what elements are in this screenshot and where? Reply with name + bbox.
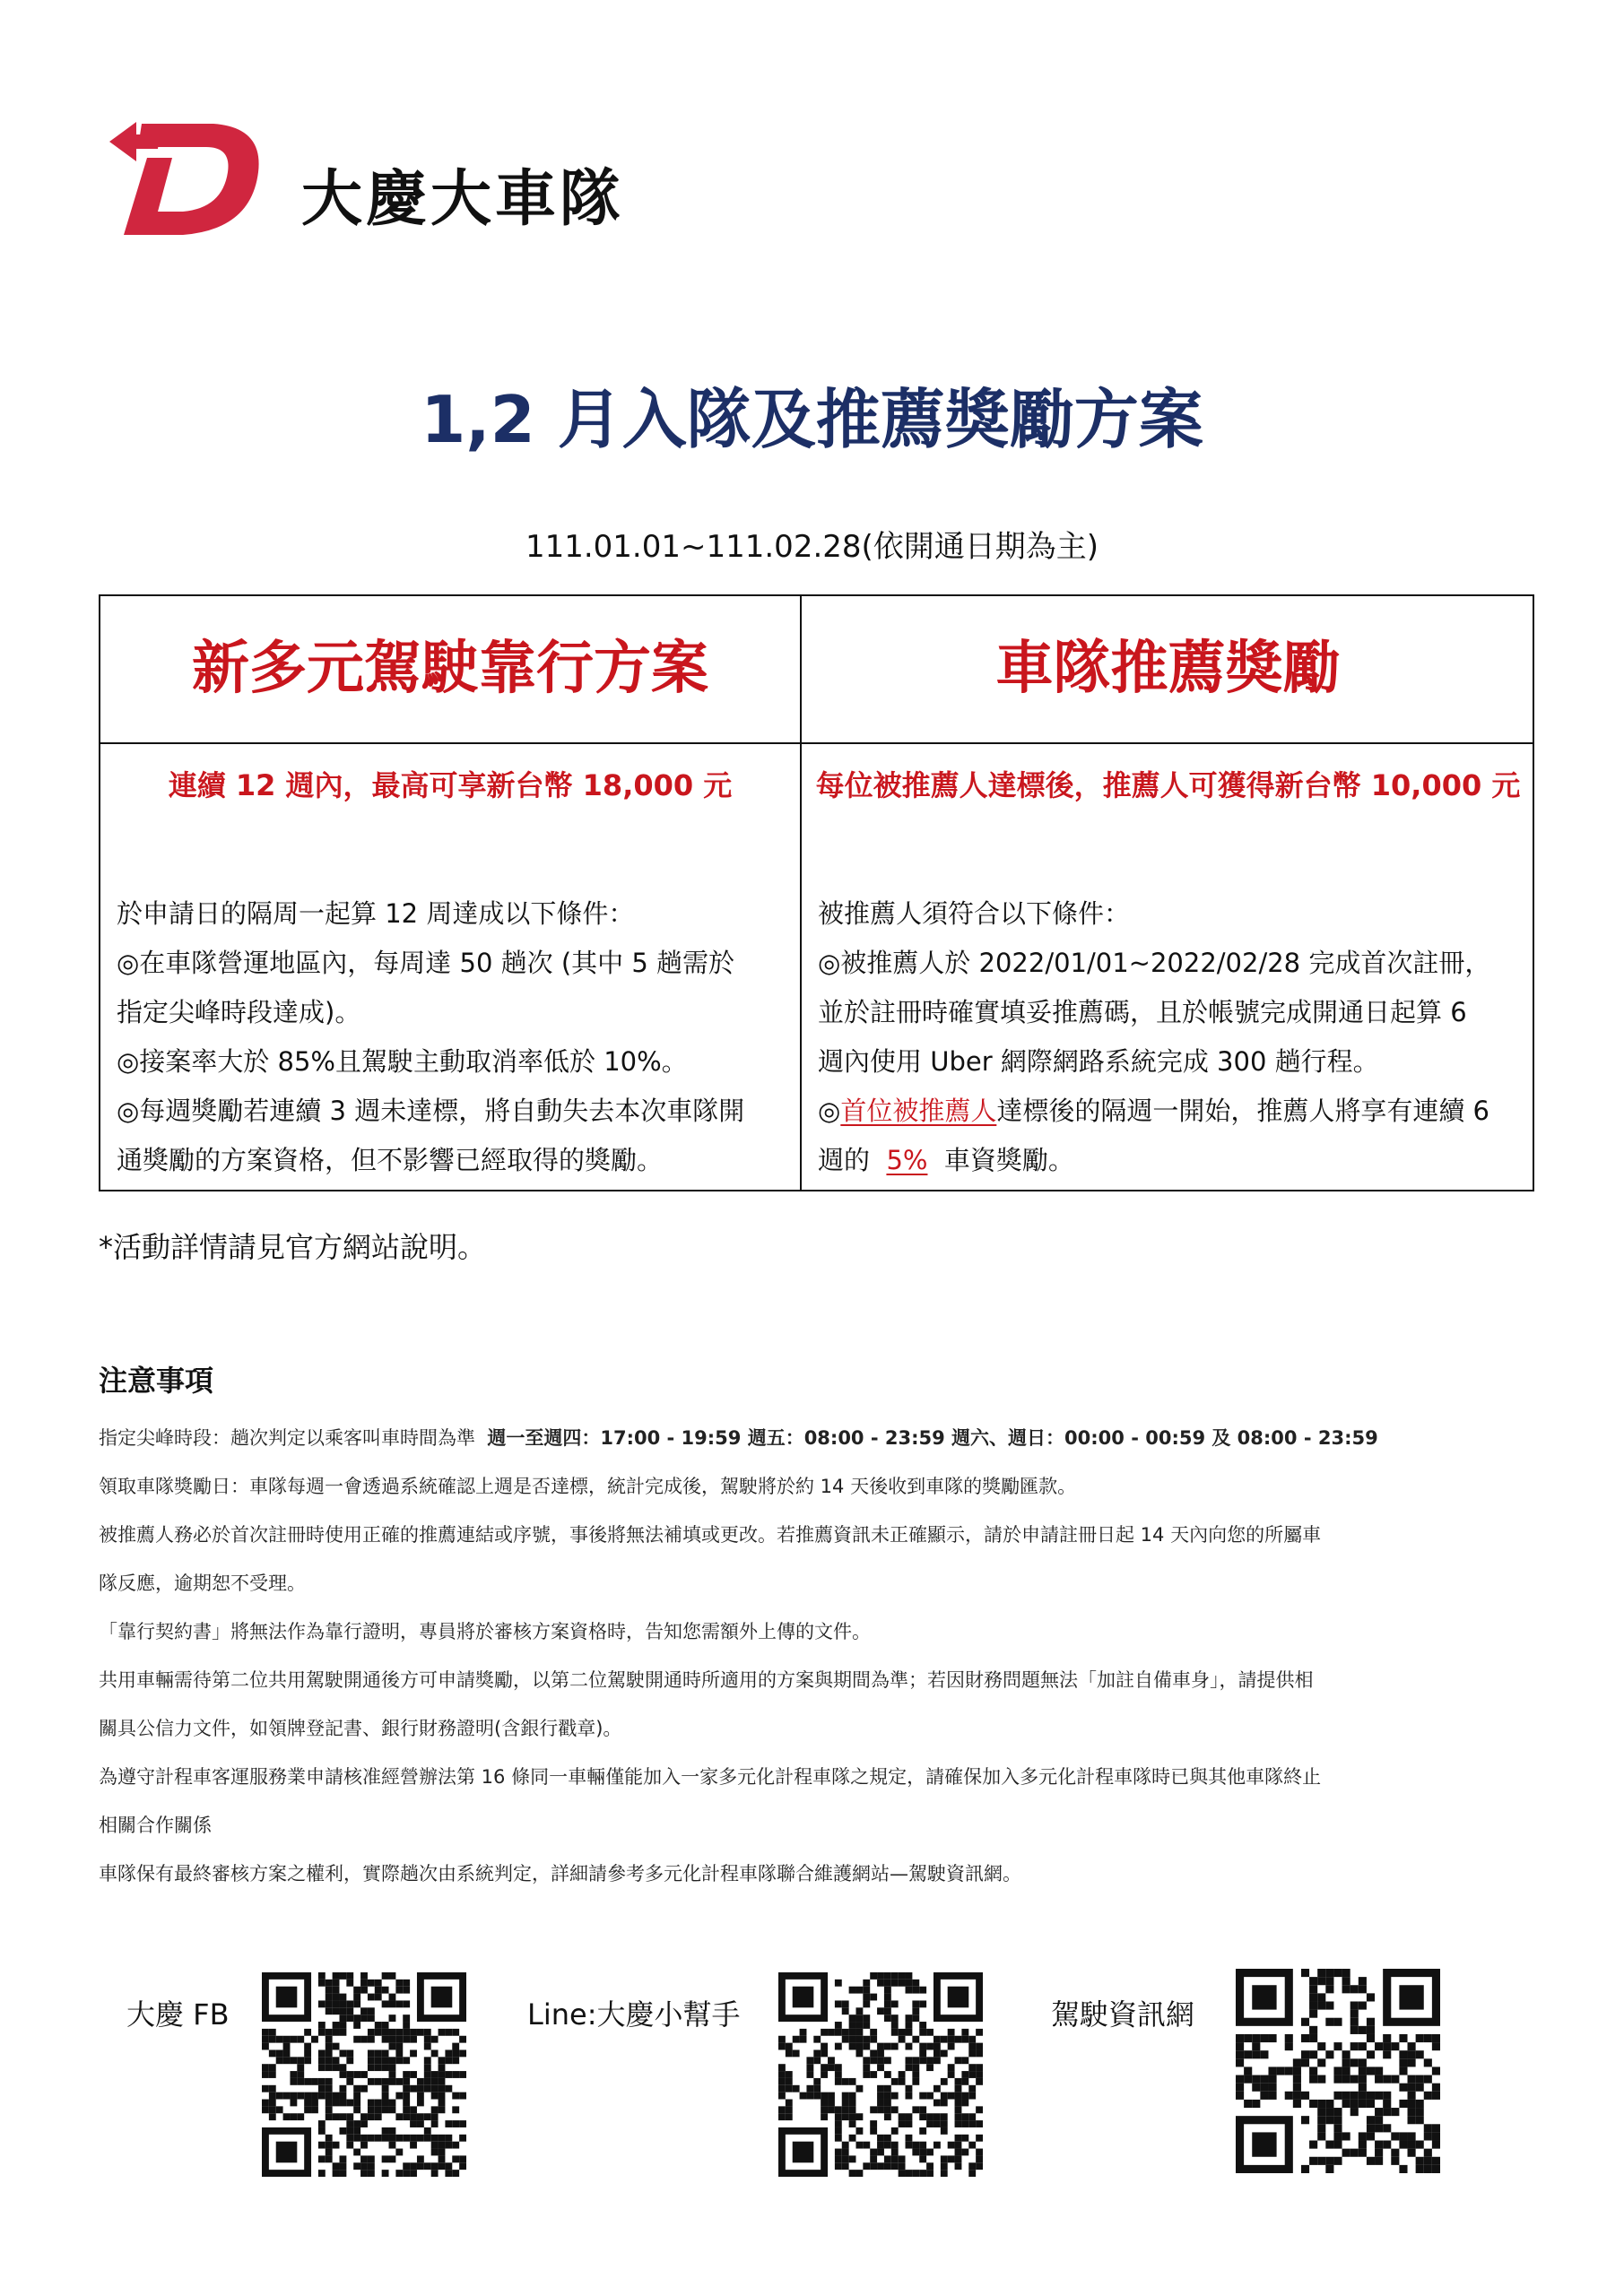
right-column-body (818, 889, 1490, 1185)
note-item: 「靠行契約書」將無法作為靠行證明，專員將於審核方案資格時，告知您需額外上傳的文件。 (99, 1621, 871, 1642)
right-body-line (818, 1136, 1490, 1185)
table-divider-horizontal (100, 742, 1533, 744)
body-text: 達標後的隔週一開始，推薦人將享有連續 6 (996, 1096, 1489, 1126)
right-column-title: 車隊推薦獎勵 (995, 636, 1341, 702)
left-body-line: 指定尖峰時段達成)。 (117, 997, 361, 1027)
qr-code-line[interactable] (778, 1972, 983, 2177)
bullet-text: ◎ (818, 1096, 841, 1126)
qr-code-icon (1236, 1969, 1440, 2173)
program-table (99, 594, 1534, 1191)
right-body-line: 被推薦人須符合以下條件： (818, 898, 1131, 929)
left-body-line: 於申請日的隔周一起算 12 周達成以下條件： (117, 898, 635, 929)
qr-code-icon (262, 1972, 466, 2177)
note-peak-times: 週一至週四：17:00 - 19:59 週五：08:00 - 23:59 週六、週日：00:00 - 00:59 及 08:00 - 23:59 (487, 1427, 1378, 1449)
note-item: 為遵守計程車客運服務業申請核准經營辦法第 16 條同一車輛僅能加入一家多元化計程車隊之規定，請確保加入多元化計程車隊時已與其他車隊終止 (99, 1766, 1322, 1788)
right-body-line: 並於註冊時確實填妥推薦碼，且於帳號完成開通日起算 6 (818, 997, 1467, 1027)
qr-code-icon (778, 1972, 983, 2177)
page-title: 1,2 月入隊及推薦獎勵方案 (421, 382, 1203, 457)
brand-logo (106, 115, 267, 242)
note-peak-label: 指定尖峰時段：趟次判定以乘客叫車時間為準 (99, 1427, 488, 1449)
left-column-body (117, 889, 744, 1185)
note-item: 相關合作關係 (99, 1815, 212, 1836)
note-item: 被推薦人務必於首次註冊時使用正確的推薦連結或序號，事後將無法補填或更改。若推薦資訊未正確顯示，請於申請註冊日起 14 天內向您的所屬車 (99, 1524, 1322, 1546)
left-body-line: 通獎勵的方案資格，但不影響已經取得的獎勵。 (117, 1145, 664, 1175)
left-column-highlight: 連續 12 週內，最高可享新台幣 18,000 元 (168, 768, 733, 802)
logo-d-icon (106, 115, 267, 242)
qr-label-driver-info: 駕駛資訊網 (1051, 1997, 1195, 2032)
percent-highlight: 5% (886, 1145, 928, 1175)
qr-label-fb: 大慶 FB (126, 1997, 230, 2032)
left-body-line: ◎接案率大於 85%且駕駛主動取消率低於 10%。 (117, 1046, 688, 1077)
right-body-line: ◎被推薦人於 2022/01/01~2022/02/28 完成首次註冊， (818, 948, 1491, 978)
left-column-title: 新多元駕駛靠行方案 (192, 636, 708, 702)
right-column-highlight: 每位被推薦人達標後，推薦人可獲得新台幣 10,000 元 (815, 768, 1521, 802)
note-item: 關具公信力文件，如領牌登記書、銀行財務證明(含銀行戳章)。 (99, 1718, 622, 1739)
date-range: 111.01.01~111.02.28(依開通日期為主) (525, 529, 1099, 565)
note-item: 共用車輛需待第二位共用駕駛開通後方可申請獎勵，以第二位駕駛開通時所適用的方案與期間為準；若因財務問題無法「加註自備車身」，請提供相 (99, 1669, 1314, 1691)
left-body-line: ◎在車隊營運地區內，每周達 50 趟次 (其中 5 趟需於 (117, 948, 735, 978)
qr-code-fb[interactable] (262, 1972, 466, 2177)
note-item (99, 1414, 1542, 1462)
brand-name: 大慶大車隊 (301, 163, 625, 235)
notes-heading: 注意事項 (99, 1364, 214, 1398)
first-referee-highlight: 首位被推薦人 (840, 1096, 997, 1126)
right-body-line: 週內使用 Uber 網際網路系統完成 300 趟行程。 (818, 1046, 1379, 1077)
body-text: 週的 (818, 1145, 887, 1175)
footnote: *活動詳情請見官方網站說明。 (99, 1230, 487, 1264)
note-item: 車隊保有最終審核方案之權利，實際趟次由系統判定，詳細請參考多元化計程車隊聯合維護網站—駕駛資訊網。 (99, 1863, 1021, 1884)
body-text: 車資獎勵。 (927, 1145, 1074, 1175)
notes-list (99, 1414, 1542, 1898)
note-item: 領取車隊獎勵日：車隊每週一會透過系統確認上週是否達標，統計完成後，駕駛將於約 14 天後收到車隊的獎勵匯款。 (99, 1476, 1077, 1497)
left-body-line: ◎每週獎勵若連續 3 週未達標，將自動失去本次車隊開 (117, 1096, 745, 1126)
qr-code-driver-info[interactable] (1236, 1969, 1440, 2173)
note-item: 隊反應，逾期恕不受理。 (99, 1573, 306, 1594)
qr-label-line: Line:大慶小幫手 (527, 1997, 741, 2032)
right-body-line (818, 1087, 1490, 1136)
